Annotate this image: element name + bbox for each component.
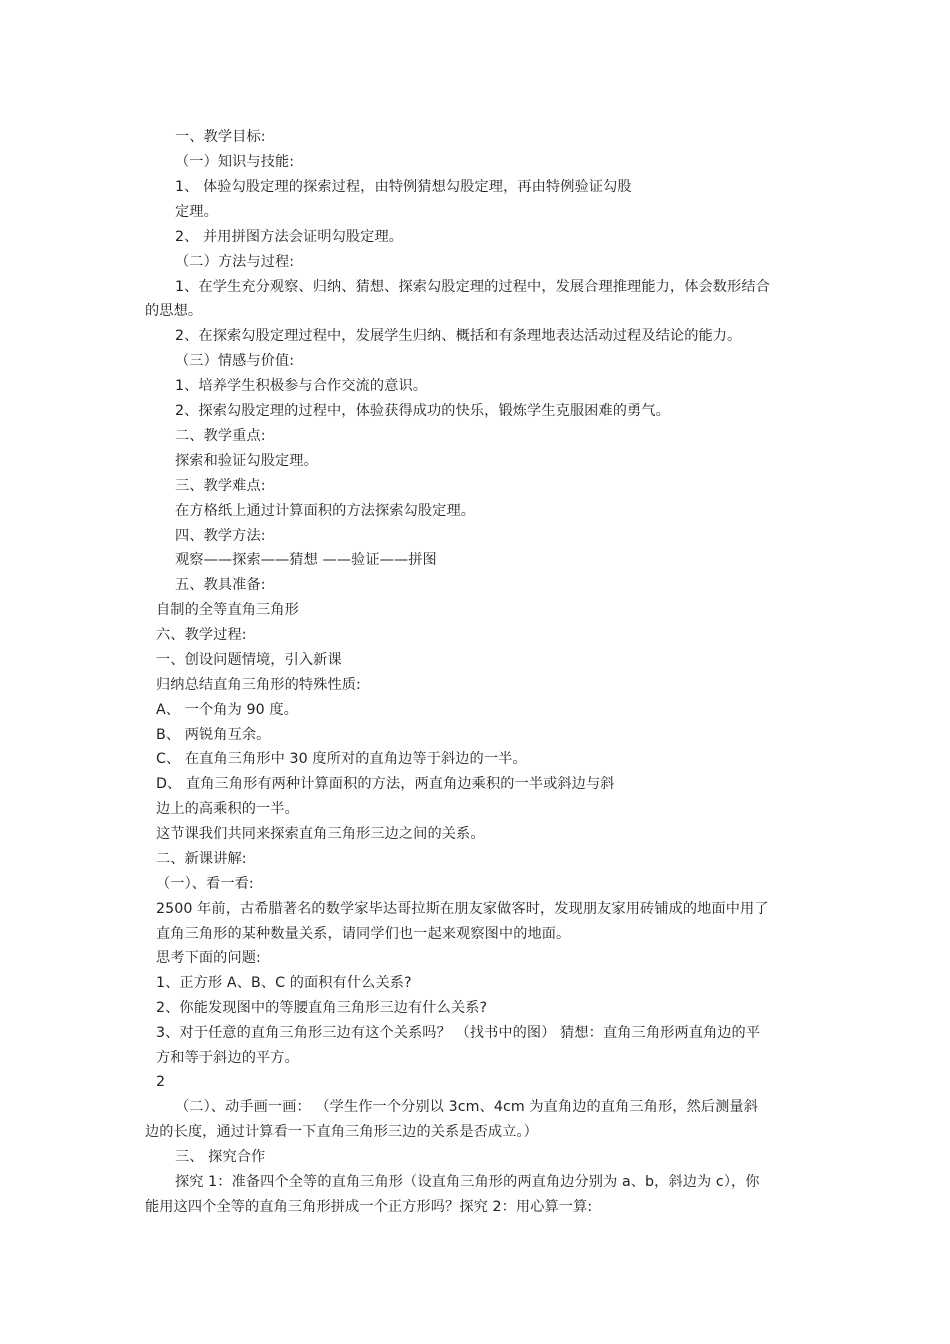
lesson-intro: 这节课我们共同来探索直角三角形三边之间的关系。 — [156, 826, 485, 842]
explore-line-1: 探究 1：准备四个全等的直角三角形（设直角三角形的两直角边分别为 a、b，斜边为 c），你 — [175, 1174, 760, 1190]
subsection-look: （一）、看一看: — [156, 876, 254, 892]
section-new-lesson: 二、新课讲解: — [156, 851, 247, 867]
property-c: C、 在直角三角形中 30 度所对的直角边等于斜边的一半。 — [156, 751, 527, 767]
difficulties-text: 在方格纸上通过计算面积的方法探索勾股定理。 — [175, 503, 476, 519]
question-1: 1、正方形 A、B、C 的面积有什么关系? — [156, 975, 412, 991]
section-explore-cooperate: 三、 探究合作 — [175, 1149, 266, 1165]
emotion-1: 1、培养学生积极参与合作交流的意识。 — [175, 378, 428, 394]
subheading-emotion-values: （三）情感与价值: — [175, 353, 295, 369]
question-3-line-1: 3、对于任意的直角三角形三边有这个关系吗？ （找书中的图） 猜想：直角三角形两直角边的平 — [156, 1025, 761, 1041]
subheading-method-process: （二）方法与过程: — [175, 254, 295, 270]
emotion-2: 2、探索勾股定理的过程中，体验获得成功的快乐，锻炼学生克服困难的勇气。 — [175, 403, 670, 419]
draw-activity-line-2: 边的长度，通过计算看一下直角三角形三边的关系是否成立。） — [145, 1124, 538, 1140]
method-1-line-2: 的思想。 — [145, 303, 203, 319]
key-points-text: 探索和验证勾股定理。 — [175, 453, 318, 469]
goal-1-line-2: 定理。 — [175, 204, 218, 220]
explore-line-2: 能用这四个全等的直角三角形拼成一个正方形吗？探究 2：用心算一算: — [145, 1199, 593, 1215]
question-2: 2、你能发现图中的等腰直角三角形三边有什么关系? — [156, 1000, 488, 1016]
story-line-2: 直角三角形的某种数量关系，请同学们也一起来观察图中的地面。 — [156, 926, 571, 942]
property-d-line-1: D、 直角三角形有两种计算面积的方法，两直角边乘积的一半或斜边与斜 — [156, 776, 615, 792]
teaching-aids-text: 自制的全等直角三角形 — [156, 602, 299, 618]
method-2: 2、在探索勾股定理过程中，发展学生归纳、概括和有条理地表达活动过程及结论的能力。 — [175, 328, 742, 344]
heading-difficulties: 三、教学难点: — [175, 478, 266, 494]
heading-key-points: 二、教学重点: — [175, 428, 266, 444]
heading-teaching-goals: 一、教学目标: — [175, 129, 266, 145]
heading-teaching-methods: 四、教学方法: — [175, 528, 266, 544]
question-3-line-2: 方和等于斜边的平方。 — [156, 1050, 299, 1066]
section-create-situation: 一、创设问题情境，引入新课 — [156, 652, 342, 668]
property-a: A、 一个角为 90 度。 — [156, 702, 298, 718]
draw-activity-line-1: （二）、动手画一画： （学生作一个分别以 3cm、4cm 为直角边的直角三角形，然后测量斜 — [175, 1099, 758, 1115]
heading-teaching-process: 六、教学过程: — [156, 627, 247, 643]
goal-2: 2、 并用拼图方法会证明勾股定理。 — [175, 229, 404, 245]
story-line-1: 2500 年前，古希腊著名的数学家毕达哥拉斯在朋友家做客时，发现朋友家用砖铺成的地面中用了 — [156, 901, 769, 917]
property-b: B、 两锐角互余。 — [156, 727, 271, 743]
summary-intro: 归纳总结直角三角形的特殊性质: — [156, 677, 361, 693]
property-d-line-2: 边上的高乘积的一半。 — [156, 801, 299, 817]
heading-teaching-aids: 五、教具准备: — [175, 577, 266, 593]
teaching-methods-text: 观察——探索——猜想 ——验证——拼图 — [175, 552, 437, 568]
subheading-knowledge-skills: （一）知识与技能: — [175, 154, 295, 170]
method-1-line-1: 1、在学生充分观察、归纳、猜想、探索勾股定理的过程中，发展合理推理能力，体会数形结合 — [175, 279, 770, 295]
goal-1-line-1: 1、 体验勾股定理的探索过程，由特例猜想勾股定理，再由特例验证勾股 — [175, 179, 632, 195]
page-number: 2 — [156, 1074, 166, 1090]
questions-intro: 思考下面的问题: — [156, 950, 261, 966]
